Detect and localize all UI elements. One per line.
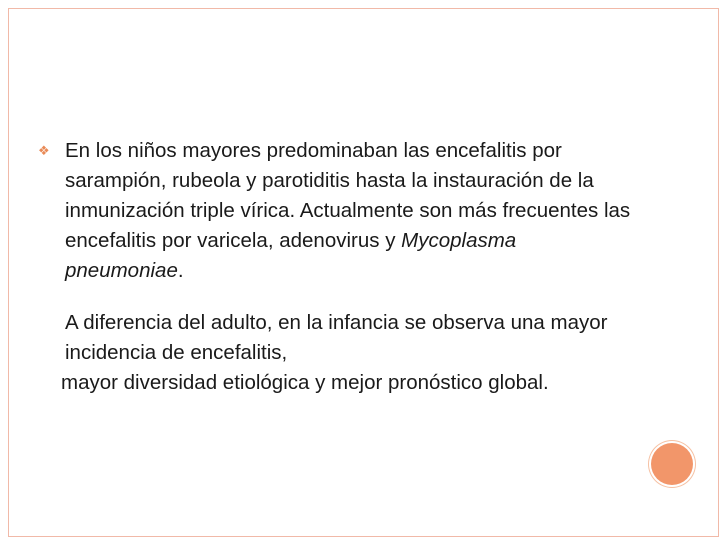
paragraph1-text: En los niños mayores predominaban las encefalitis por sarampión, rubeola y parotiditis hasta la instauración de la inmunización triple vírica. Actualmente son más frecuentes las encefalitis por varicela, adenovirus y [65, 139, 631, 252]
paragraph3-text: mayor diversidad etiológica y mejor pronóstico global. [61, 371, 549, 394]
paragraph1-italic: Mycoplasma pneumoniae [65, 229, 517, 282]
decorative-circle [651, 443, 693, 485]
paragraph2-text: A diferencia del adulto, en la infancia se observa una mayor incidencia de encefalitis, [65, 311, 608, 364]
slide-content [38, 136, 638, 398]
diamond-bullet-icon: ❖ [38, 143, 50, 158]
paragraph-diferencia-adulto [38, 308, 638, 368]
paragraph-diversidad [38, 368, 638, 398]
paragraph-encefalitis-ninos [38, 136, 638, 286]
paragraph1-end: . [177, 259, 184, 282]
